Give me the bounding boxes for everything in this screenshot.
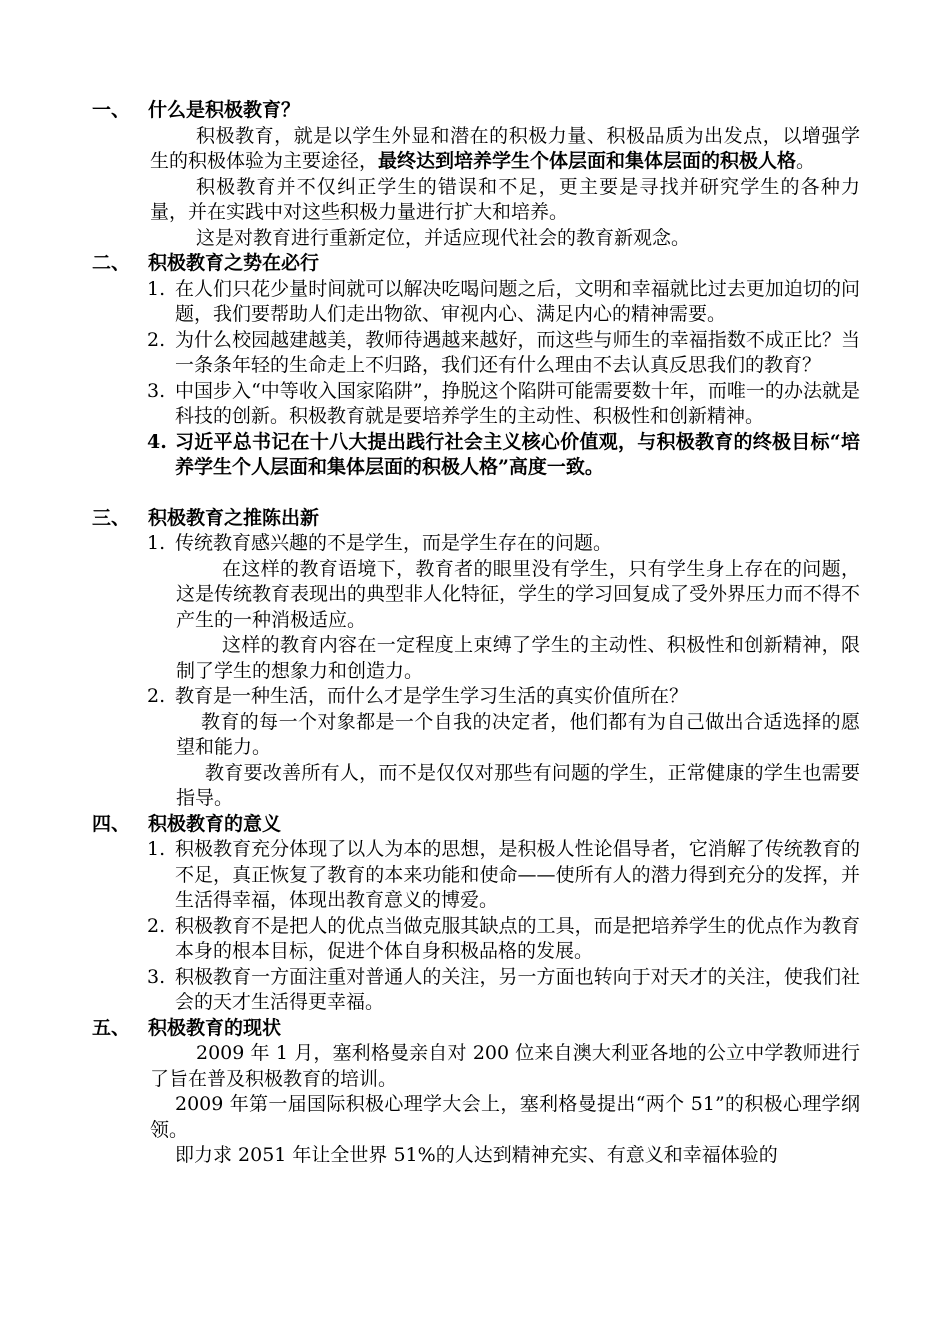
paragraph: 教育要改善所有人，而不是仅仅对那些有问题的学生，正常健康的学生也需要指导。 [176, 761, 860, 809]
paragraph: 这样的教育内容在一定程度上束缚了学生的主动性、积极性和创新精神，限制了学生的想象力和创造力。 [176, 634, 860, 682]
list-text: 为什么校园越建越美，教师待遇越来越好，而这些与师生的幸福指数不成正比？当一条条年轻的生命走上不归路，我们还有什么理由不去认真反思我们的教育？ [175, 328, 860, 376]
paragraph: 在这样的教育语境下，教育者的眼里没有学生，只有学生身上存在的问题，这是传统教育表现出的典型非人化特征，学生的学习回复成了受外界压力而不得不产生的一种消极适应。 [176, 557, 861, 631]
list-item [92, 531, 860, 557]
list-item [92, 684, 860, 710]
list-text: 积极教育充分体现了以人为本的思想，是积极人性论倡导者，它消解了传统教育的不足，真正恢复了教育的本来功能和使命——使所有人的潜力得到充分的发挥，并生活得幸福，体现出教育意义的博爱。 [175, 838, 860, 911]
section-number: 四、 [92, 812, 131, 835]
list-item [92, 837, 860, 914]
list-text: 积极教育不是把人的优点当做克服其缺点的工具，而是把培养学生的优点作为教育本身的根本目标，促进个体自身积极品格的发展。 [175, 914, 860, 962]
section-number: 二、 [92, 252, 131, 274]
list-number: 2. [147, 328, 166, 351]
section-number: 三、 [92, 506, 131, 529]
list-number: 3. [147, 379, 166, 402]
list-number: 3. [147, 965, 166, 988]
paragraph-text: 积极教育，就是以学生外显和潜在的积极力量、积极品质为出发点，以增强学生的积极体验为主要途径， [150, 124, 860, 172]
blank-line [92, 481, 860, 506]
list-item [92, 430, 860, 481]
list-number: 1. [147, 838, 166, 860]
section-1-heading [92, 98, 860, 124]
paragraph: 即力求 2051 年让全世界 51%的人达到精神充实、有意义和幸福体验的 [175, 1144, 778, 1166]
paragraph: 积极教育并不仅纠正学生的错误和不足，更主要是寻找并研究学生的各种力量，并在实践中对这些积极力量进行扩大和培养。 [150, 175, 860, 223]
paragraph [92, 124, 860, 175]
list-text: 中国步入“中等收入国家陷阱”，挣脱这个陷阱可能需要数十年，而唯一的办法就是科技的创新。积极教育就是要培养学生的主动性、积极性和创新精神。 [175, 379, 860, 427]
list-item [92, 328, 860, 379]
list-text: 习近平总书记在十八大提出践行社会主义核心价值观，与积极教育的终极目标“培养学生个人层面和集体层面的积极人格”高度一致。 [175, 430, 860, 478]
list-number: 2. [147, 914, 166, 937]
list-item [92, 965, 860, 1016]
section-3-heading [92, 506, 860, 532]
list-item [92, 277, 860, 328]
section-number: 一、 [92, 99, 131, 121]
section-4-heading [92, 812, 860, 838]
section-number: 五、 [92, 1016, 131, 1039]
list-text: 教育是一种生活，而什么才是学生学习生活的真实价值所在？ [175, 685, 689, 707]
section-2-heading [92, 251, 860, 277]
section-title: 积极教育的现状 [148, 1016, 282, 1039]
list-text: 积极教育一方面注重对普通人的关注，另一方面也转向于对天才的关注，使我们社会的天才生活得更幸福。 [175, 965, 860, 1013]
section-title: 积极教育之势在必行 [148, 252, 320, 274]
list-number: 2. [147, 685, 166, 707]
list-number: 1. [147, 277, 166, 300]
list-number: 4. [147, 430, 167, 453]
section-title: 积极教育之推陈出新 [148, 506, 320, 529]
section-title: 什么是积极教育？ [148, 99, 301, 121]
paragraph-text-end: 。 [796, 150, 816, 172]
list-number: 1. [147, 532, 166, 554]
paragraph: 这是对教育进行重新定位，并适应现代社会的教育新观念。 [196, 226, 691, 249]
list-item [92, 379, 860, 430]
paragraph: 2009 年 1 月，塞利格曼亲自对 200 位来自澳大利亚各地的公立中学教师进行了旨在普及积极教育的培训。 [150, 1042, 860, 1090]
section-5-heading [92, 1016, 860, 1042]
list-item [92, 914, 860, 965]
emphasis-text: 最终达到培养学生个体层面和集体层面的积极人格 [378, 150, 797, 172]
section-title: 积极教育的意义 [148, 812, 282, 835]
list-text: 传统教育感兴趣的不是学生，而是学生存在的问题。 [175, 532, 613, 554]
list-text: 在人们只花少量时间就可以解决吃喝问题之后，文明和幸福就比过去更加迫切的问题，我们要帮助人们走出物欲、审视内心、满足内心的精神需要。 [175, 277, 860, 325]
paragraph: 教育的每一个对象都是一个自我的决定者，他们都有为自己做出合适选择的愿望和能力。 [176, 710, 860, 758]
paragraph: 2009 年第一届国际积极心理学大会上，塞利格曼提出“两个 51”的积极心理学纲领。 [150, 1093, 860, 1141]
